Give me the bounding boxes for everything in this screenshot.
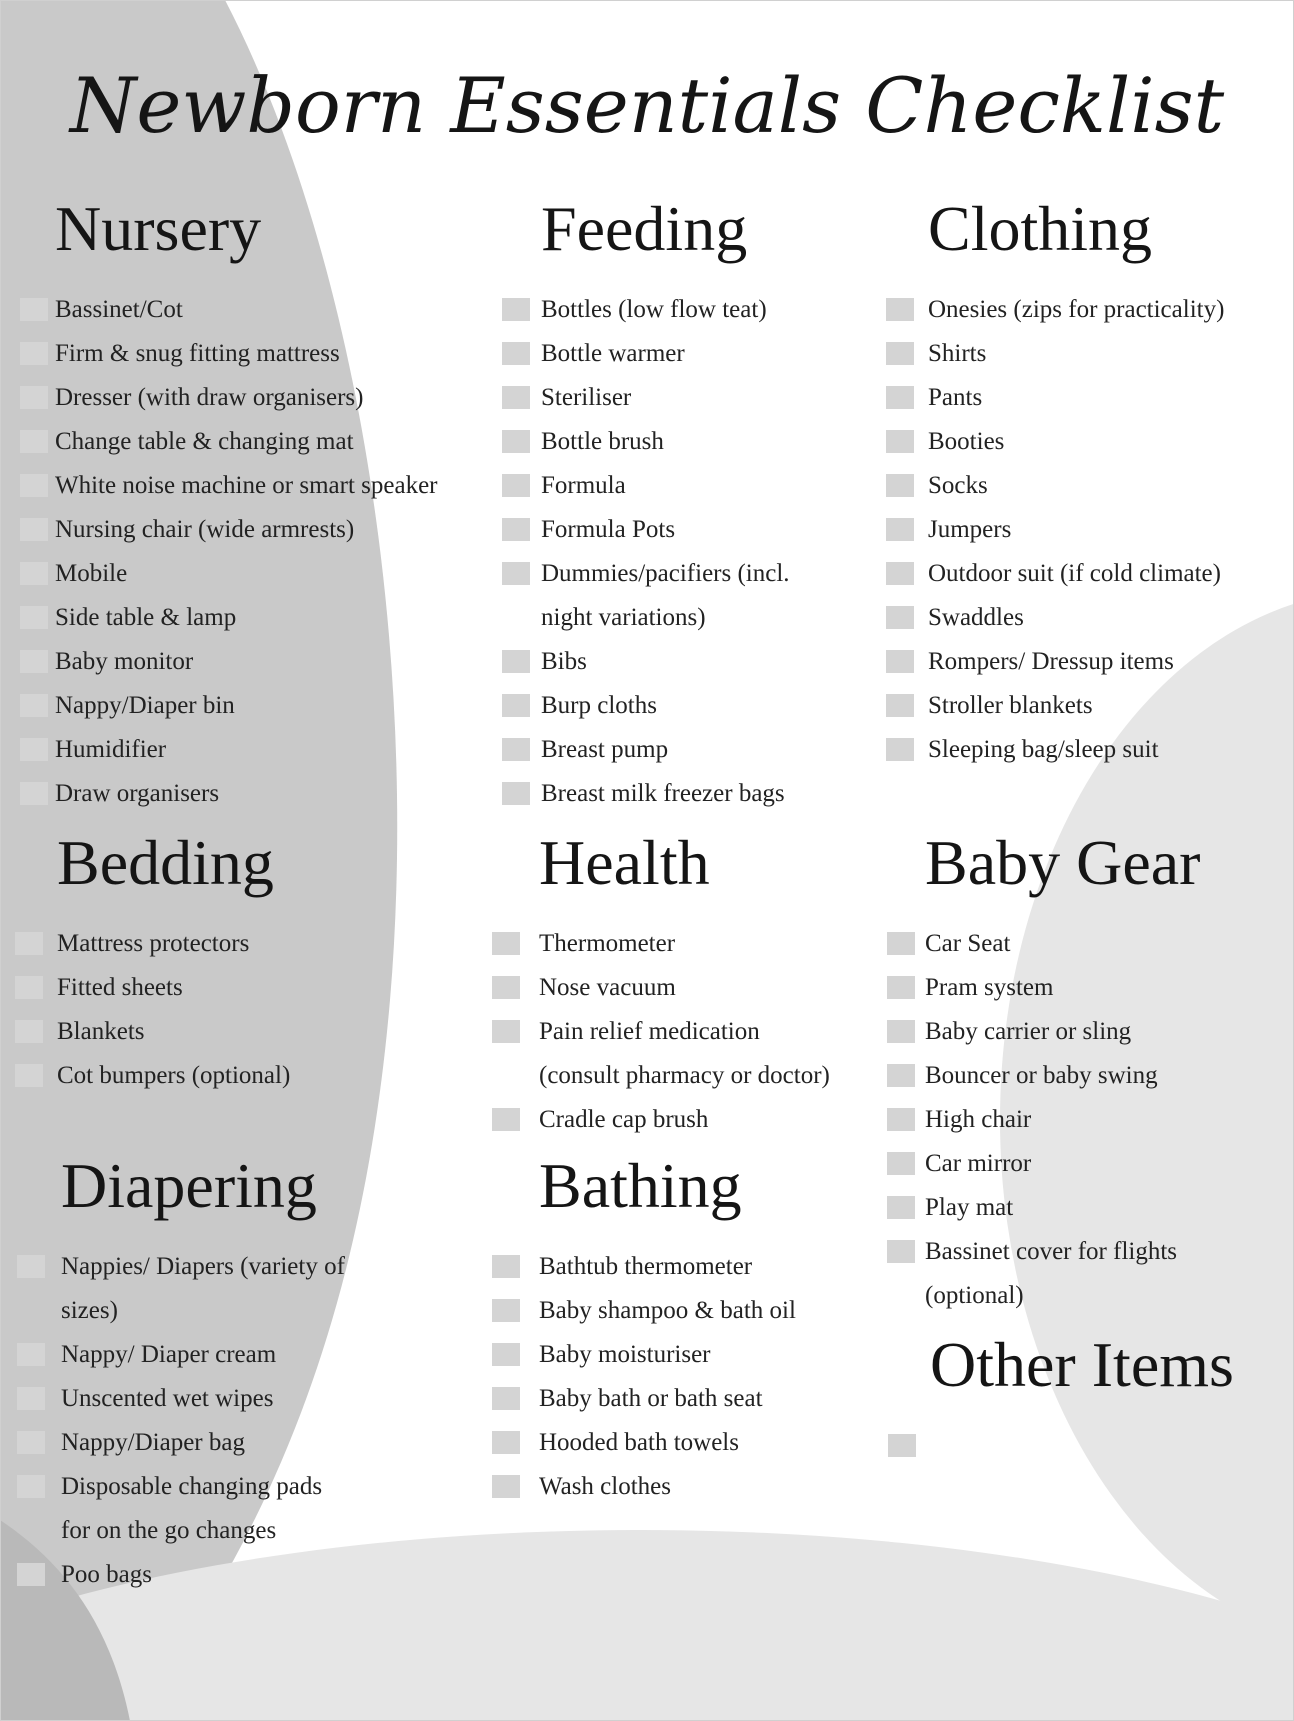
item-label: Mobile	[55, 560, 128, 587]
item-label: (optional)	[925, 1282, 1024, 1309]
item-label: Sleeping bag/sleep suit	[928, 736, 1159, 763]
checklist-item	[928, 640, 1224, 684]
checkbox[interactable]	[886, 386, 914, 409]
item-label: Shirts	[928, 340, 987, 367]
checklist-item	[541, 552, 790, 640]
checkbox[interactable]	[20, 474, 48, 497]
checklist-item	[55, 376, 438, 420]
item-label: Breast pump	[541, 736, 669, 763]
section-clothing	[928, 192, 1224, 772]
checkbox[interactable]	[887, 1108, 915, 1131]
section-bedding	[57, 826, 290, 1098]
checkbox[interactable]	[887, 1152, 915, 1175]
checklist-item	[55, 420, 438, 464]
item-label: Nursing chair (wide armrests)	[55, 516, 355, 543]
item-label: Rompers/ Dressup items	[928, 648, 1174, 675]
checklist-item	[55, 464, 438, 508]
item-label: Bibs	[541, 648, 587, 675]
item-label: Baby shampoo & bath oil	[539, 1297, 796, 1324]
checklist-item	[539, 1245, 796, 1289]
checkbox[interactable]	[15, 976, 43, 999]
item-label: Swaddles	[928, 604, 1024, 631]
checklist-item	[57, 966, 290, 1010]
checklist-item	[928, 596, 1224, 640]
checkbox[interactable]	[20, 298, 48, 321]
checklist-item	[61, 1333, 345, 1377]
section-diapering	[61, 1149, 345, 1597]
item-label: Bottles (low flow teat)	[541, 296, 767, 323]
checklist-item	[925, 1098, 1200, 1142]
heading-other-items: Other Items	[930, 1329, 1234, 1400]
checklist-item	[55, 288, 438, 332]
item-label: Play mat	[925, 1194, 1014, 1221]
section-health	[539, 826, 830, 1142]
checkbox[interactable]	[20, 386, 48, 409]
heading-baby-gear: Baby Gear	[925, 827, 1201, 898]
bathing-list	[539, 1245, 796, 1509]
checklist-item	[55, 728, 438, 772]
checklist-item	[539, 1465, 796, 1509]
item-label: (consult pharmacy or doctor)	[539, 1062, 830, 1089]
checkbox[interactable]	[492, 932, 520, 955]
checkbox[interactable]	[502, 430, 530, 453]
item-label: sizes)	[61, 1297, 118, 1324]
checklist-item	[541, 288, 790, 332]
item-label: Formula	[541, 472, 626, 499]
heading-health: Health	[539, 827, 710, 898]
checkbox[interactable]	[886, 738, 914, 761]
item-label: Nappy/ Diaper cream	[61, 1341, 277, 1368]
bedding-list	[57, 922, 290, 1098]
checkbox[interactable]	[17, 1563, 45, 1586]
checkbox[interactable]	[492, 1255, 520, 1278]
checklist-item	[928, 420, 1224, 464]
item-label: Firm & snug fitting mattress	[55, 340, 340, 367]
checkbox[interactable]	[886, 430, 914, 453]
item-label: Nappies/ Diapers (variety of	[61, 1253, 345, 1280]
section-nursery	[55, 192, 438, 816]
checklist-item	[55, 552, 438, 596]
section-baby-gear	[925, 826, 1200, 1318]
item-label: Socks	[928, 472, 988, 499]
diapering-list	[61, 1245, 345, 1597]
item-label: Baby carrier or sling	[925, 1018, 1132, 1045]
checklist-item	[55, 772, 438, 816]
item-label: Blankets	[57, 1018, 145, 1045]
checkbox[interactable]	[492, 1343, 520, 1366]
checklist-item	[539, 1289, 796, 1333]
checkbox[interactable]	[20, 650, 48, 673]
heading-diapering: Diapering	[61, 1150, 317, 1221]
item-label: Car mirror	[925, 1150, 1032, 1177]
checklist-item	[541, 376, 790, 420]
checklist-item	[55, 332, 438, 376]
checkbox[interactable]	[20, 430, 48, 453]
item-label: Car Seat	[925, 930, 1011, 957]
checklist-item	[61, 1245, 345, 1333]
checkbox[interactable]	[887, 932, 915, 955]
checkbox[interactable]	[502, 518, 530, 541]
item-label: Steriliser	[541, 384, 632, 411]
checklist-item	[541, 640, 790, 684]
item-label: Booties	[928, 428, 1005, 455]
checkbox[interactable]	[20, 562, 48, 585]
heading-bedding: Bedding	[57, 827, 274, 898]
item-label: High chair	[925, 1106, 1032, 1133]
item-label: Bouncer or baby swing	[925, 1062, 1158, 1089]
checklist-item	[57, 922, 290, 966]
checkbox[interactable]	[886, 342, 914, 365]
health-list	[539, 922, 830, 1142]
item-label: Baby moisturiser	[539, 1341, 711, 1368]
item-label: Burp cloths	[541, 692, 657, 719]
checklist-item	[925, 1186, 1200, 1230]
item-label: Bassinet/Cot	[55, 296, 183, 323]
item-label: Poo bags	[61, 1561, 152, 1588]
checklist-item	[925, 1142, 1200, 1186]
item-label: Side table & lamp	[55, 604, 237, 631]
checklist-item	[539, 1010, 830, 1098]
checkbox[interactable]	[502, 386, 530, 409]
item-label: Pram system	[925, 974, 1054, 1001]
heading-clothing: Clothing	[928, 193, 1153, 264]
item-label: Bottle warmer	[541, 340, 685, 367]
item-label: Nappy/Diaper bin	[55, 692, 235, 719]
checklist-item	[928, 684, 1224, 728]
checklist-item	[541, 772, 790, 816]
checkbox[interactable]	[886, 650, 914, 673]
item-label: Cot bumpers (optional)	[57, 1062, 291, 1089]
checkbox[interactable]	[20, 342, 48, 365]
checklist-item	[61, 1553, 345, 1597]
item-label: Bathtub thermometer	[539, 1253, 753, 1280]
checkbox[interactable]	[17, 1387, 45, 1410]
section-feeding	[541, 192, 790, 816]
checkbox[interactable]	[502, 650, 530, 673]
item-label: Thermometer	[539, 930, 676, 957]
item-label: Cradle cap brush	[539, 1106, 709, 1133]
checklist-item	[539, 1377, 796, 1421]
item-label: Nappy/Diaper bag	[61, 1429, 245, 1456]
checkbox[interactable]	[20, 606, 48, 629]
item-label: Stroller blankets	[928, 692, 1093, 719]
checkbox[interactable]	[20, 738, 48, 761]
checkbox[interactable]	[886, 562, 914, 585]
checkbox[interactable]	[492, 1020, 520, 1043]
checkbox[interactable]	[887, 1064, 915, 1087]
checkbox[interactable]	[15, 1020, 43, 1043]
item-label: Wash clothes	[539, 1473, 671, 1500]
item-label: Disposable changing pads	[61, 1473, 323, 1500]
heading-bathing: Bathing	[539, 1150, 742, 1221]
checkbox[interactable]	[887, 976, 915, 999]
checklist-item	[541, 508, 790, 552]
checklist-item	[925, 966, 1200, 1010]
checklist-item	[928, 332, 1224, 376]
checkbox[interactable]	[492, 1387, 520, 1410]
section-bathing	[539, 1149, 796, 1509]
item-label: Hooded bath towels	[539, 1429, 739, 1456]
checkbox[interactable]	[886, 474, 914, 497]
item-label: night variations)	[541, 604, 706, 631]
checklist-item	[928, 288, 1224, 332]
item-label: Fitted sheets	[57, 974, 183, 1001]
checklist-item	[61, 1465, 345, 1553]
checklist-item	[541, 684, 790, 728]
checklist-item	[925, 922, 1200, 966]
checklist-item	[928, 376, 1224, 420]
checklist-item	[539, 1421, 796, 1465]
heading-nursery: Nursery	[55, 193, 262, 264]
item-label: Unscented wet wipes	[61, 1385, 274, 1412]
item-label: Baby bath or bath seat	[539, 1385, 763, 1412]
item-label: Change table & changing mat	[55, 428, 354, 455]
item-label: Jumpers	[928, 516, 1012, 543]
checklist-item	[925, 1054, 1200, 1098]
item-label: Humidifier	[55, 736, 167, 763]
checkbox[interactable]	[15, 1064, 43, 1087]
item-label: Draw organisers	[55, 780, 220, 807]
checkbox[interactable]	[492, 1475, 520, 1498]
checkbox[interactable]	[887, 1020, 915, 1043]
checklist-item	[928, 728, 1224, 772]
item-label: for on the go changes	[61, 1517, 277, 1544]
checkbox[interactable]	[492, 1431, 520, 1454]
clothing-list	[928, 288, 1224, 772]
nursery-list	[55, 288, 438, 816]
checkbox[interactable]	[492, 1108, 520, 1131]
checkbox[interactable]	[887, 1240, 915, 1263]
checkbox[interactable]	[17, 1431, 45, 1454]
item-label: Mattress protectors	[57, 930, 250, 957]
checklist-item	[539, 1098, 830, 1142]
checkbox[interactable]	[20, 782, 48, 805]
checklist-item	[928, 508, 1224, 552]
checkbox[interactable]	[17, 1255, 45, 1278]
item-label: Baby monitor	[55, 648, 194, 675]
checkbox[interactable]	[886, 298, 914, 321]
checklist-item	[541, 420, 790, 464]
item-label: White noise machine or smart speaker	[55, 472, 438, 499]
checklist-item	[55, 640, 438, 684]
item-label: Bassinet cover for flights	[925, 1238, 1178, 1265]
checklist-item	[57, 1054, 290, 1098]
checkbox[interactable]	[886, 518, 914, 541]
item-label: Pain relief medication	[539, 1018, 760, 1045]
checkbox[interactable]	[502, 298, 530, 321]
checkbox[interactable]	[886, 606, 914, 629]
checkbox[interactable]	[17, 1475, 45, 1498]
checkbox[interactable]	[502, 342, 530, 365]
checklist-item	[928, 552, 1224, 596]
baby-gear-list	[925, 922, 1200, 1318]
checklist-item	[925, 1230, 1200, 1318]
checklist-item	[61, 1421, 345, 1465]
heading-feeding: Feeding	[541, 193, 748, 264]
checkbox[interactable]	[492, 976, 520, 999]
item-label: Bottle brush	[541, 428, 664, 455]
item-label: Pants	[928, 384, 983, 411]
item-label: Nose vacuum	[539, 974, 676, 1001]
checkbox[interactable]	[887, 1196, 915, 1219]
checklist-item	[539, 966, 830, 1010]
checkbox[interactable]	[17, 1343, 45, 1366]
checklist-item	[539, 922, 830, 966]
checkbox[interactable]	[502, 694, 530, 717]
checklist-item	[55, 596, 438, 640]
item-label: Dummies/pacifiers (incl.	[541, 560, 790, 587]
item-label: Onesies (zips for practicality)	[928, 296, 1225, 323]
checklist-item	[55, 508, 438, 552]
checkbox[interactable]	[15, 932, 43, 955]
checklist-item	[55, 684, 438, 728]
checkbox[interactable]	[886, 694, 914, 717]
checklist-item	[925, 1010, 1200, 1054]
checkbox[interactable]	[502, 738, 530, 761]
checklist-item	[57, 1010, 290, 1054]
checklist-item	[541, 332, 790, 376]
checkbox[interactable]	[492, 1299, 520, 1322]
checklist-item	[61, 1377, 345, 1421]
item-label: Formula Pots	[541, 516, 676, 543]
page-title: Newborn Essentials Checklist	[69, 61, 1225, 150]
checkbox[interactable]	[502, 562, 530, 585]
item-label: Breast milk freezer bags	[541, 780, 785, 807]
section-other-items	[930, 1328, 1234, 1424]
checkbox[interactable]	[20, 694, 48, 717]
item-label: Outdoor suit (if cold climate)	[928, 560, 1221, 587]
checkbox[interactable]	[20, 518, 48, 541]
item-label: Dresser (with draw organisers)	[55, 384, 364, 411]
checklist-item	[928, 464, 1224, 508]
checklist-item	[541, 464, 790, 508]
checkbox[interactable]	[888, 1434, 916, 1457]
checklist-item	[541, 728, 790, 772]
checkbox[interactable]	[502, 782, 530, 805]
feeding-list	[541, 288, 790, 816]
checklist-item	[539, 1333, 796, 1377]
checkbox[interactable]	[502, 474, 530, 497]
